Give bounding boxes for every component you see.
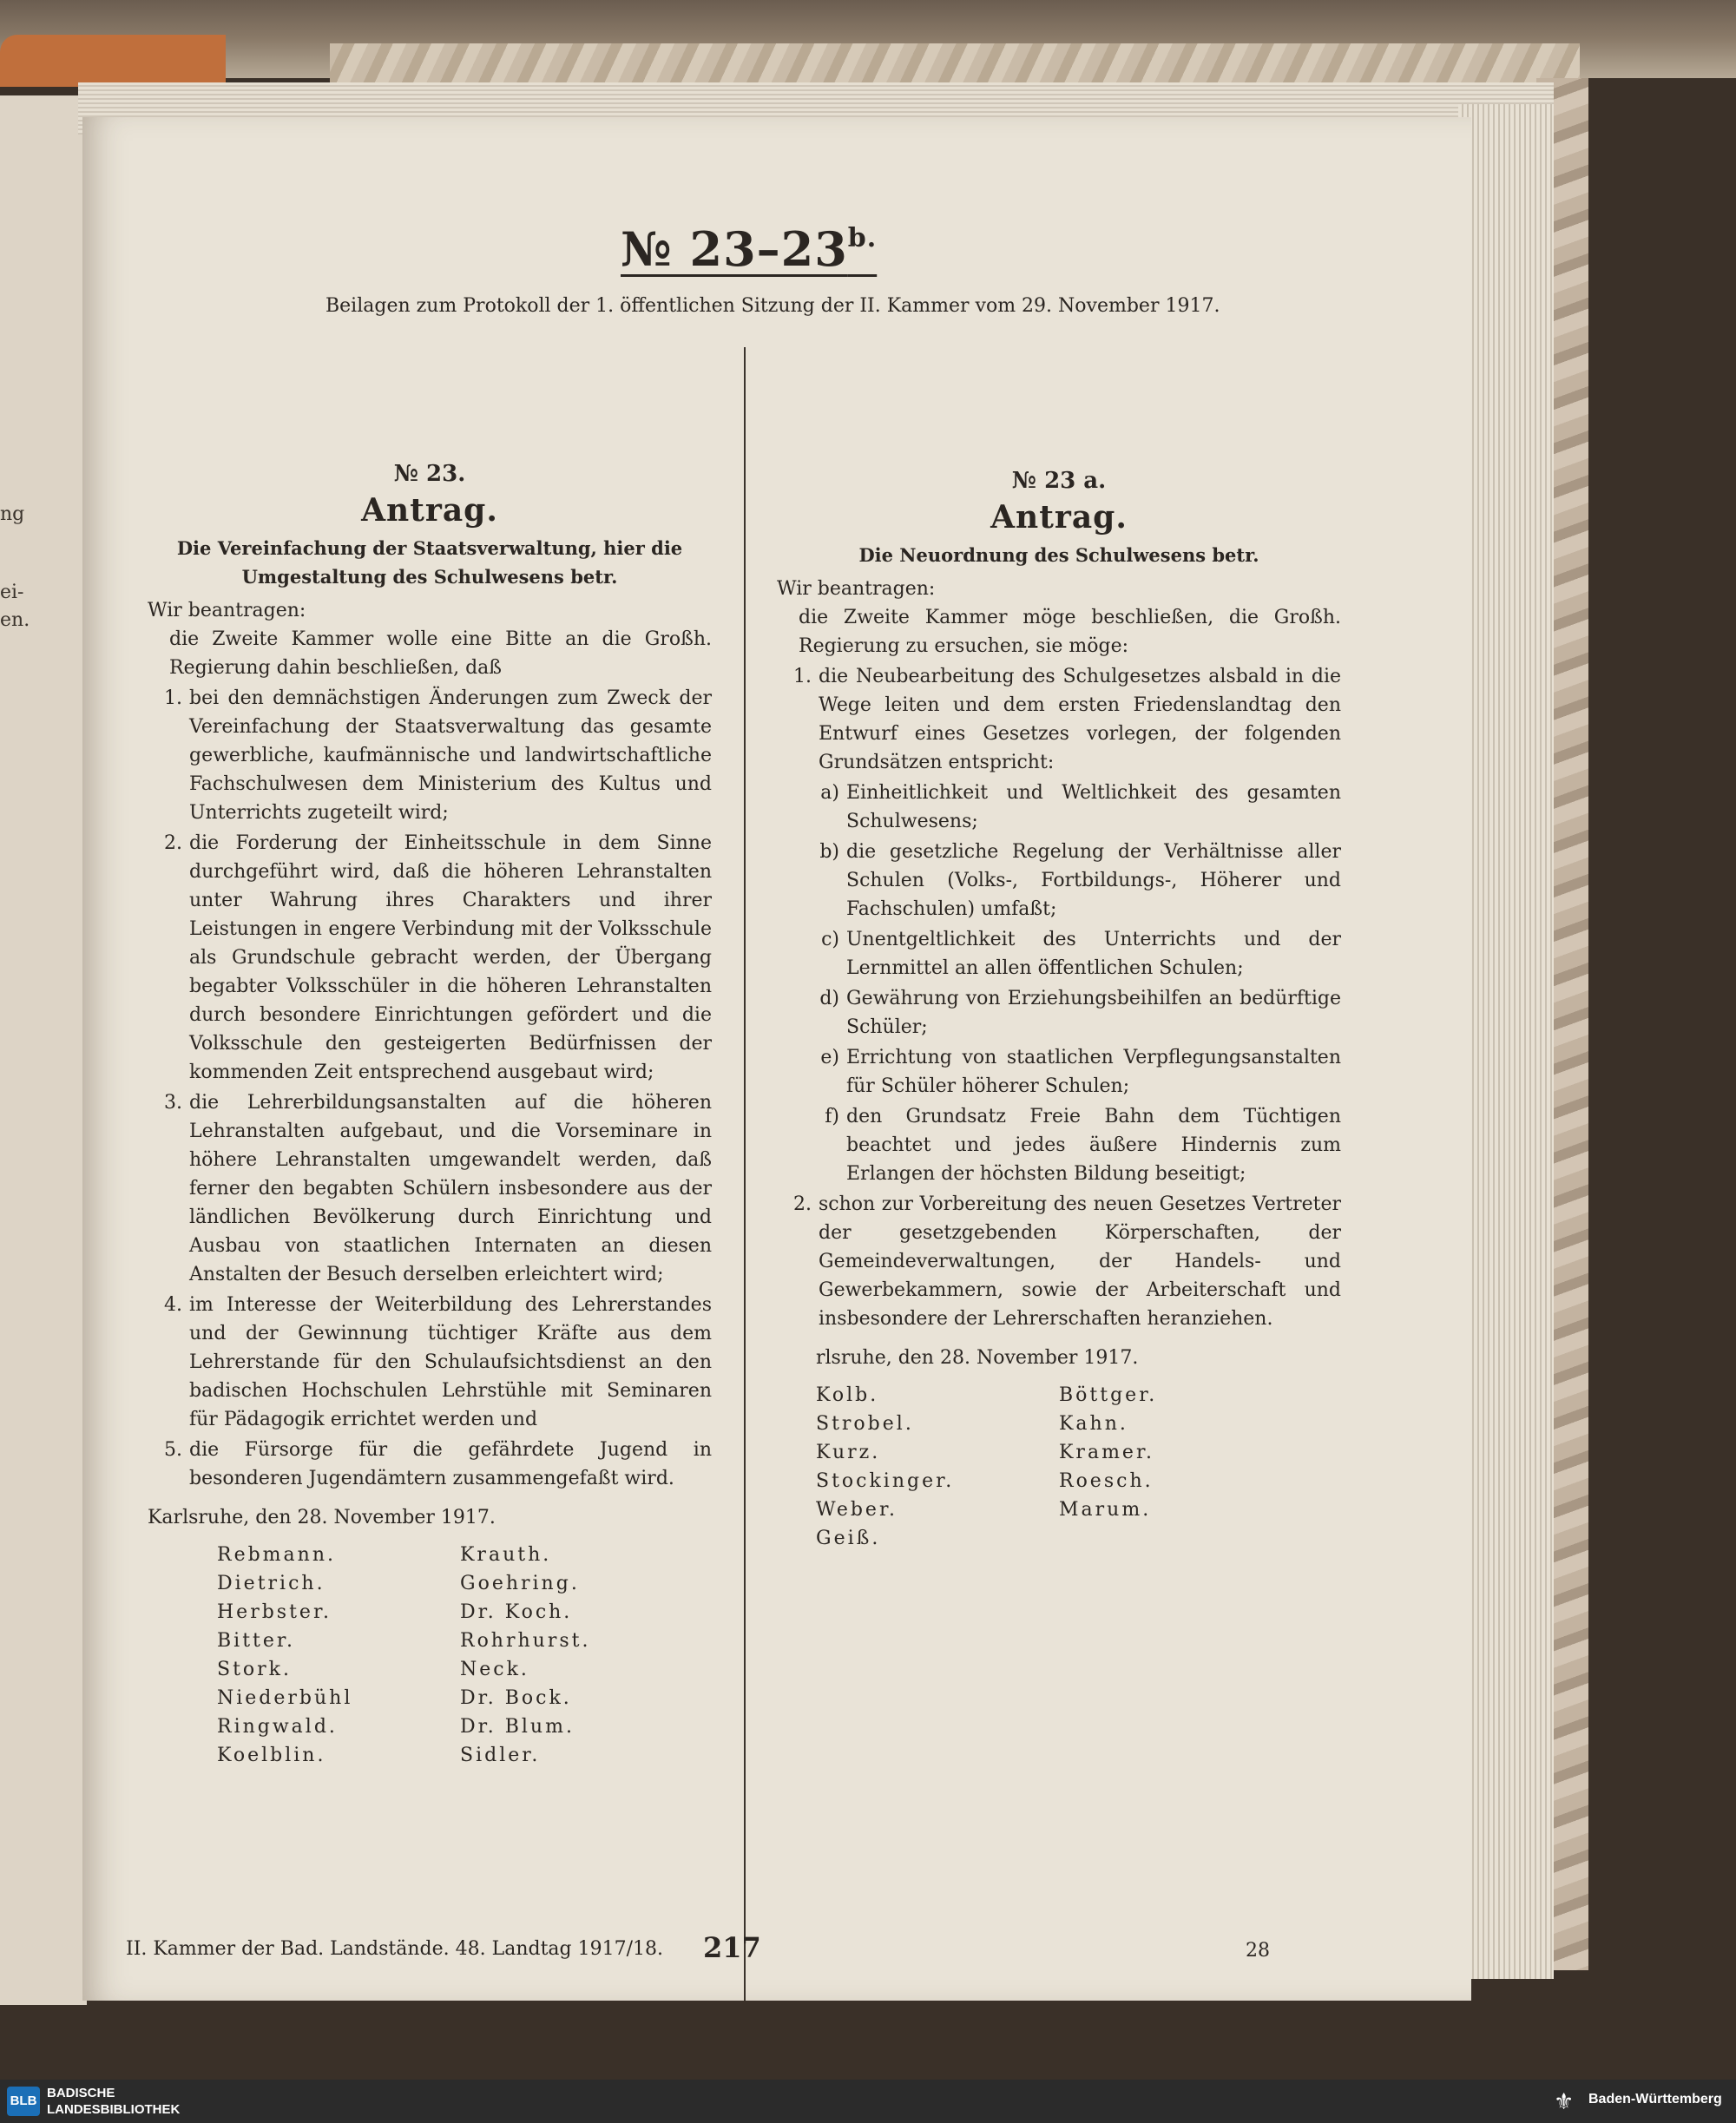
signature [1059,1524,1293,1553]
signature: Krauth. [460,1544,552,1566]
list-item [148,1436,712,1493]
motion-number: № 23. [393,461,466,487]
item-letter: f) [825,1106,839,1127]
signature-list [777,1381,1341,1553]
document-page [82,117,1471,2001]
right-column [777,460,1341,1553]
list-item [148,684,712,827]
signature: Koelblin. [217,1745,326,1766]
sheet-number: 28 [1246,1940,1270,1962]
signature: Dr. Blum. [460,1716,575,1738]
item-text: die gesetzliche Regelung der Verhältnisse aller Schulen (Volks-, Fortbildungs-, Höherer und Fachschulen) umfaßt; [846,841,1341,920]
signature: Stockinger. [816,1470,955,1492]
item-text: Einheitlichkeit und Weltlichkeit des gesamten Schulwesens; [846,782,1341,832]
left-page-fragment: en. [0,609,30,631]
item-text: die Forderung der Einheitsschule in dem Sinne durchgeführt wird, daß die höheren Lehranstalten unter Wahrung ihres Charakters und ihrer Leistungen in engere Verbindung mit der Volksschule als Grundschule gebracht werden, der Übergang begabter Volksschüler in die höheren Lehranstalten durch besondere Einrichtungen gefördert und die Volksschule den gesteigerten Bedürfnissen der kommenden Zeit entsprechend ausgebaut wird; [189,832,712,1083]
item-text: Errichtung von staatlichen Verpflegungsanstalten für Schüler höherer Schulen; [846,1047,1341,1097]
item-text: die Neubearbeitung des Schulgesetzes alsbald in die Wege leiten und dem ersten Friedenslandtag den Entwurf eines Gesetzes vorlegen, der folgenden Grundsätzen entspricht: [819,666,1341,773]
list-item [148,1291,712,1434]
place-date: rlsruhe, den 28. November 1917. [816,1347,1139,1369]
blb-logo-icon[interactable]: BLB [7,2087,40,2116]
item-text: schon zur Vorbereitung des neuen Gesetzes Vertreter der gesetzgebenden Körperschaften, der Gemeindeverwaltungen, der Handels- und Gewerbekammern, sowie der Arbeiterschaft und insbesondere der Lehrerschaften heranziehen. [819,1193,1341,1330]
page-stack-right [1458,104,1554,1979]
signature: Niederbühl [217,1687,353,1709]
signature-list [148,1541,712,1770]
list-item [777,1190,1341,1333]
motion-intro: Wir beantragen: [148,600,306,621]
sub-list-item [777,925,1341,983]
page-title [621,221,877,277]
signature: Ringwald. [217,1716,338,1738]
signature: Herbster. [217,1601,332,1623]
page-number: 217 [703,1931,761,1964]
signature: Dr. Bock. [460,1687,572,1709]
signature: Dietrich. [217,1573,326,1594]
signature: Kolb. [816,1384,879,1406]
signature: Goehring. [460,1573,580,1594]
library-name-line: LANDESBIBLIOTHEK [47,2102,181,2117]
item-number: 3. [164,1092,182,1114]
signature: Strobel. [816,1413,914,1435]
item-letter: a) [820,782,839,804]
item-text: die Lehrerbildungsanstalten auf die höheren Lehranstalten aufgebaut, und die Vorseminare in höhere Lehranstalten umgewandelt werden, daß ferner den begabten Schülern insbesondere aus der ländlichen Bevölkerung durch Einrichtung und Ausbau von staatlichen Internaten an diesen Anstalten der Besuch derselben erleichtert wird; [189,1092,712,1285]
left-page-fragment: ng [0,503,25,525]
motion-subject: Die Vereinfachung der Staatsverwaltung, hier die Umgestaltung des Schulwesens betr. [176,537,683,588]
signature: Dr. Koch. [460,1601,573,1623]
sub-list-item [777,1102,1341,1188]
left-page-edge [0,95,87,2005]
sub-list-item [777,1043,1341,1101]
signature: Roesch. [1059,1470,1154,1492]
sub-list-item [777,984,1341,1042]
motion-intro: Wir beantragen: [777,578,936,600]
item-letter: b) [819,841,839,863]
column-divider [744,347,746,2001]
item-number: 4. [164,1294,182,1316]
sub-list-item [777,838,1341,923]
signature: Kramer. [1059,1442,1155,1463]
motion-heading: Antrag. [990,499,1128,536]
sub-list-item [777,779,1341,836]
signature: Rebmann. [217,1544,336,1566]
motion-lead: die Zweite Kammer wolle eine Bitte an die Großh. Regierung dahin beschließen, daß [169,628,712,679]
item-text: den Grundsatz Freie Bahn dem Tüchtigen beachtet und jedes äußere Hindernis zum Erlangen der höchsten Bildung beseitigt; [846,1106,1341,1185]
title-text: № 23–23 [621,221,848,277]
motion-heading: Antrag. [361,492,498,529]
item-letter: e) [820,1047,839,1068]
page-subtitle: Beilagen zum Protokoll der 1. öffentlichen Sitzung der II. Kammer vom 29. November 1917. [326,295,1220,317]
signature: Marum. [1059,1499,1152,1521]
motion-number: № 23 a. [1011,468,1107,494]
leather-binding [0,35,226,87]
left-page-fragment: ei- [0,582,24,603]
item-letter: d) [819,988,839,1009]
library-name-line: BADISCHE [47,2086,115,2100]
list-item [777,662,1341,777]
item-text: Unentgeltlichkeit des Unterrichts und der Lernmittel an allen öffentlichen Schulen; [846,929,1341,979]
item-text: Gewährung von Erziehungsbeihilfen an bedürftige Schüler; [846,988,1341,1038]
item-number: 5. [164,1439,182,1461]
signature: Kurz. [816,1442,881,1463]
signature: Stork. [217,1659,292,1680]
coat-of-arms-icon: ⚜ [1554,2088,1575,2114]
viewer-footer-bar [0,2080,1736,2123]
signature: Neck. [460,1659,529,1680]
item-number: 2. [793,1193,812,1215]
item-letter: c) [821,929,839,950]
library-name[interactable] [47,2085,180,2118]
motion-subject: Die Neuordnung des Schulwesens betr. [858,544,1259,566]
signature: Sidler. [460,1745,541,1766]
state-name[interactable]: Baden-Württemberg [1588,2092,1722,2107]
signature: Bitter. [217,1630,295,1652]
list-item [148,1088,712,1289]
left-column [148,460,712,1770]
signature: Rohrhurst. [460,1630,591,1652]
item-number: 1. [793,666,812,687]
list-item [148,829,712,1087]
item-text: bei den demnächstigen Änderungen zum Zweck der Vereinfachung der Staatsverwaltung das gesamte gewerbliche, kaufmännische und landwirtschaftliche Fachschulwesen dem Ministerium des Kultus und Unterrichts zugeteilt wird; [189,687,712,824]
signature: Geiß. [816,1528,881,1549]
signature: Kahn. [1059,1413,1128,1435]
item-text: im Interesse der Weiterbildung des Lehrerstandes und der Gewinnung tüchtiger Kräfte aus dem Lehrerstande für den Schulaufsichtsdienst an den badischen Hochschulen Lehrstühle mit Seminaren für Pädagogik errichtet werden und [189,1294,712,1430]
item-number: 1. [164,687,182,709]
item-number: 2. [164,832,182,854]
signature: Weber. [816,1499,898,1521]
motion-lead: die Zweite Kammer möge beschließen, die Großh. Regierung zu ersuchen, sie möge: [799,607,1341,657]
place-date: Karlsruhe, den 28. November 1917. [148,1507,496,1528]
signature: Böttger. [1059,1384,1158,1406]
page-footer-source: II. Kammer der Bad. Landstände. 48. Landtag 1917/18. [126,1938,663,1960]
title-suffix: b. [847,223,878,253]
item-text: die Fürsorge für die gefährdete Jugend in besonderen Jugendämtern zusammengefaßt wird. [189,1439,712,1489]
